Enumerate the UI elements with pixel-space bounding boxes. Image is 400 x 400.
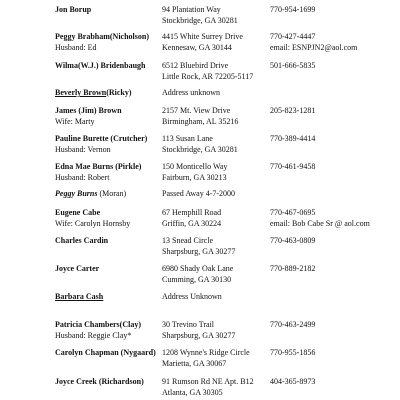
address-line: Birmingham, AL 35216 [162, 116, 239, 126]
address-line: 113 Susan Lane [162, 134, 213, 143]
address-column [162, 162, 267, 183]
email-address: email: Bob Cabe Sr @ aol.com [270, 218, 370, 228]
contact-column [270, 236, 400, 247]
contact-column [270, 162, 400, 173]
person-name: Carolyn Chapman (Nygaard) [55, 348, 156, 357]
address-column [162, 88, 267, 99]
address-line: Kennesaw, GA 30144 [162, 42, 232, 52]
contact-column [270, 32, 400, 53]
person-name: Charles Cardin [55, 236, 109, 245]
address-line: 30 Trevino Trail [162, 320, 215, 329]
address-status: Address Unknown [162, 292, 222, 301]
maiden-name: (Pirkle) [115, 162, 142, 171]
person-name: Peggy Burns (Moran) [55, 189, 127, 198]
address-column [162, 348, 267, 369]
phone-number: 770-463-0809 [270, 236, 316, 245]
phone-number: 205-823-1281 [270, 106, 316, 115]
address-column [162, 5, 267, 26]
spouse-name: Husband: Reggie Clay* [55, 330, 132, 340]
address-line: Fairburn, GA 30213 [162, 172, 227, 182]
person-name: Patricia Chambers(Clay) [55, 320, 141, 329]
person-name: Peggy Brabham(Nicholson) [55, 32, 150, 41]
spouse-name: Wife: Marty [55, 116, 95, 126]
address-column [162, 208, 267, 229]
person-name: Eugene Cabe [55, 208, 101, 217]
person-name: Pauline Burette (Crutcher) [55, 134, 148, 143]
address-column [162, 32, 267, 53]
address-line: 150 Monticello Way [162, 162, 228, 171]
person-name: Joyce Creek (Richardson) [55, 377, 144, 386]
phone-number: 770-955-1856 [270, 348, 316, 357]
contact-column [270, 106, 400, 117]
phone-number: 770-461-9458 [270, 162, 316, 171]
spouse-name: Husband: Robert [55, 172, 110, 182]
address-line: 13 Snead Circle [162, 236, 214, 245]
phone-number: 770-427-4447 [270, 32, 316, 41]
contact-column [270, 61, 400, 72]
address-column [162, 134, 267, 155]
address-line: 91 Rumson Rd NE Apt. B12 [162, 377, 254, 386]
maiden-name: (Nygaard) [120, 348, 156, 357]
address-line: 67 Hemphill Road [162, 208, 222, 217]
contact-column [270, 348, 400, 359]
address-status: Address unknown [162, 88, 220, 97]
person-name: Edna Mae Burns (Pirkle) [55, 162, 142, 171]
address-column [162, 189, 267, 200]
address-column [162, 106, 267, 127]
address-line: 2157 Mt. View Drive [162, 106, 231, 115]
maiden-name: (Nicholson) [109, 32, 150, 41]
address-line: Sharpsburg, GA 30277 [162, 330, 236, 340]
phone-number: 404-365-8973 [270, 377, 316, 386]
address-column [162, 377, 267, 398]
person-name: Barbara Cash [55, 292, 104, 301]
spouse-name: Husband: Vernon [55, 144, 111, 154]
address-column [162, 61, 267, 82]
address-line: Griffin, GA 30224 [162, 218, 222, 228]
address-line: Stockbridge, GA 30281 [162, 144, 238, 154]
phone-number: 501-666-5835 [270, 61, 316, 70]
address-line: 6980 Shady Oak Lane [162, 264, 234, 273]
address-line: 1208 Wynne's Ridge Circle [162, 348, 250, 357]
address-line: Sharpsburg, GA 30277 [162, 246, 236, 256]
phone-number: 770-889-2182 [270, 264, 316, 273]
phone-number: 770-467-0695 [270, 208, 316, 217]
address-line: 4415 White Surrey Drive [162, 32, 243, 41]
maiden-name: (Crutcher) [110, 134, 148, 143]
address-column [162, 320, 267, 341]
address-status: Passed Away 4-7-2000 [162, 189, 236, 198]
address-line: Cumming, GA 30130 [162, 274, 232, 284]
phone-number: 770-389-4414 [270, 134, 316, 143]
person-name: Wilma(W.J.) Bridenbaugh [55, 61, 146, 70]
address-line: Atlanta, GA 30305 [162, 387, 223, 397]
address-column [162, 264, 267, 285]
person-name: Beverly Brown(Ricky) [55, 88, 132, 97]
spouse-name: Wife: Carolyn Hornsby [55, 218, 131, 228]
contact-column [270, 377, 400, 388]
maiden-name: (Moran) [99, 189, 127, 198]
address-column [162, 292, 267, 303]
phone-number: 770-463-2499 [270, 320, 316, 329]
contact-column [270, 264, 400, 275]
address-line: 6512 Bluebird Drive [162, 61, 229, 70]
address-line: Stockbridge, GA 30281 [162, 15, 238, 25]
phone-number: 770-954-1699 [270, 5, 316, 14]
person-name: James (Jim) Brown [55, 106, 122, 115]
address-line: 94 Plantation Way [162, 5, 221, 14]
spouse-name: Husband: Ed [55, 42, 97, 52]
maiden-name: (Richardson) [98, 377, 144, 386]
maiden-name: (Ricky) [106, 88, 132, 97]
contact-column [270, 208, 400, 229]
maiden-name: (Clay) [119, 320, 141, 329]
contact-column [270, 5, 400, 16]
address-line: Marietta, GA 30067 [162, 358, 227, 368]
address-line: Little Rock, AR 72205-5117 [162, 71, 254, 81]
person-name: Joyce Carter [55, 264, 100, 273]
email-address: email: ESNPJN2@aol.com [270, 42, 358, 52]
address-column [162, 236, 267, 257]
person-name: Jon Borup [55, 5, 92, 14]
contact-column [270, 320, 400, 331]
contact-column [270, 134, 400, 145]
